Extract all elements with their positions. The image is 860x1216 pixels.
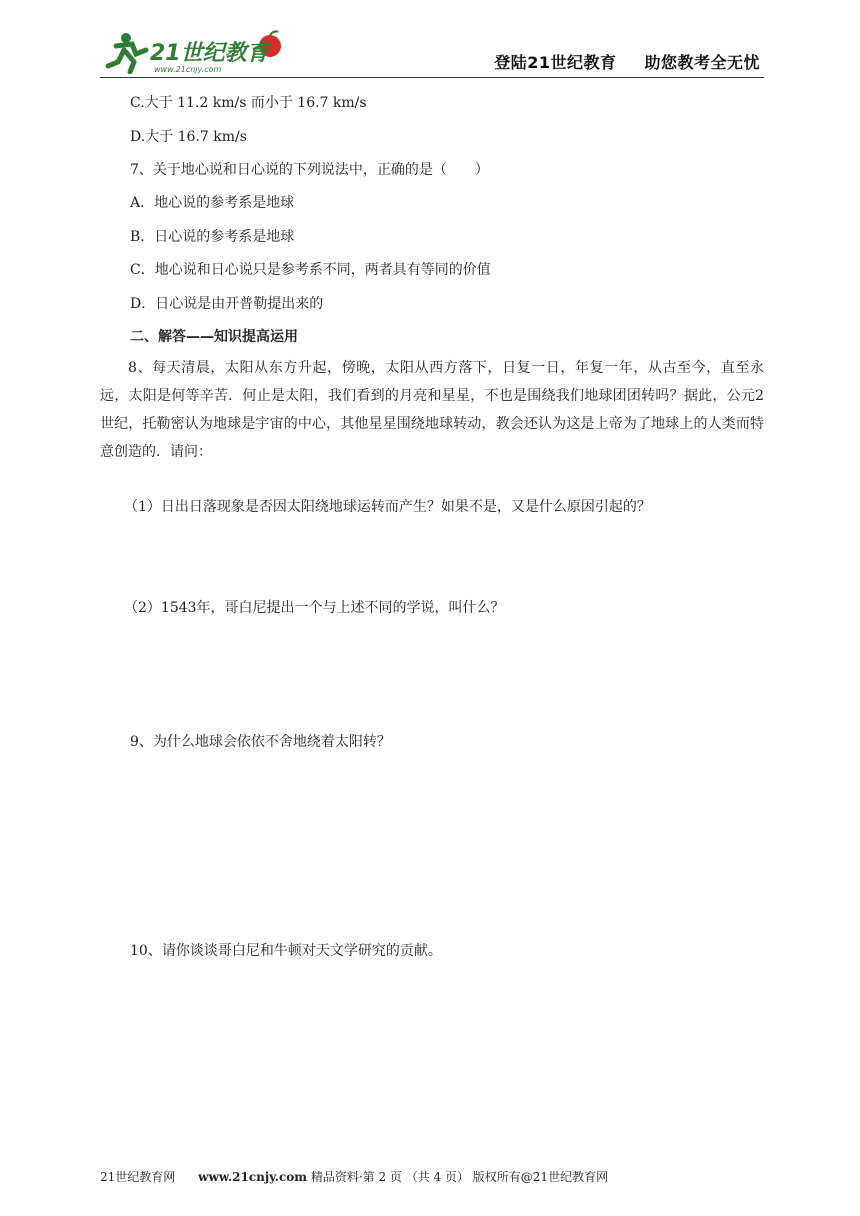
- logo-url: www.21cnjy.com: [154, 65, 222, 74]
- option-7a: A．地心说的参考系是地球: [130, 195, 295, 211]
- 21cnjy-logo: [102, 30, 292, 74]
- question-8: 8、每天清晨，太阳从东方升起，傍晚，太阳从西方落下，日复一日，年复一年，从古至今，直至永远，太阳是何等辛苦．何止是太阳，我们看到的月亮和星星，不也是围绕我们地球团团转吗？据此，公元2世纪，托勒密认为地球是宇宙的中心，其他星星围绕地球转动，教会还认为这是上帝为了地球上的人类而特意创造的．请问：: [100, 360, 764, 460]
- option-6d: D.大于 16.7 km/s: [130, 129, 247, 145]
- header-slogan: 助您教考全无忧: [644, 53, 760, 72]
- question-7: 7、关于地心说和日心说的下列说法中，正确的是（ ）: [130, 162, 489, 178]
- option-7d: D．日心说是由开普勒提出来的: [130, 296, 324, 312]
- header-text: [494, 50, 760, 73]
- question-10: 10、请你谈谈哥白尼和牛顿对天文学研究的贡献。: [130, 943, 442, 959]
- logo-text: 21世纪教育: [150, 41, 269, 66]
- page-header: [100, 28, 764, 78]
- question-8-part-2: （2）1543年，哥白尼提出一个与上述不同的学说，叫什么？: [124, 600, 505, 616]
- footer-site: 21世纪教育网: [100, 1170, 176, 1184]
- option-6c: C.大于 11.2 km/s 而小于 16.7 km/s: [130, 95, 367, 111]
- footer-info: 精品资料·第 2 页 （共 4 页） 版权所有@21世纪教育网: [310, 1170, 609, 1184]
- option-7c: C．地心说和日心说只是参考系不同，两者具有等同的价值: [130, 262, 491, 278]
- question-9: 9、为什么地球会依依不舍地绕着太阳转？: [130, 734, 391, 750]
- section-heading: 二、解答——知识提高运用: [130, 329, 298, 345]
- footer-url[interactable]: www.21cnjy.com: [198, 1170, 307, 1184]
- header-title: 登陆21世纪教育: [494, 53, 617, 72]
- header-divider: [100, 77, 764, 78]
- question-8-part-1: （1）日出日落现象是否因太阳绕地球运转而产生？如果不是，又是什么原因引起的？: [124, 499, 651, 515]
- option-7b: B．日心说的参考系是地球: [130, 229, 295, 245]
- page-footer: [100, 1168, 608, 1185]
